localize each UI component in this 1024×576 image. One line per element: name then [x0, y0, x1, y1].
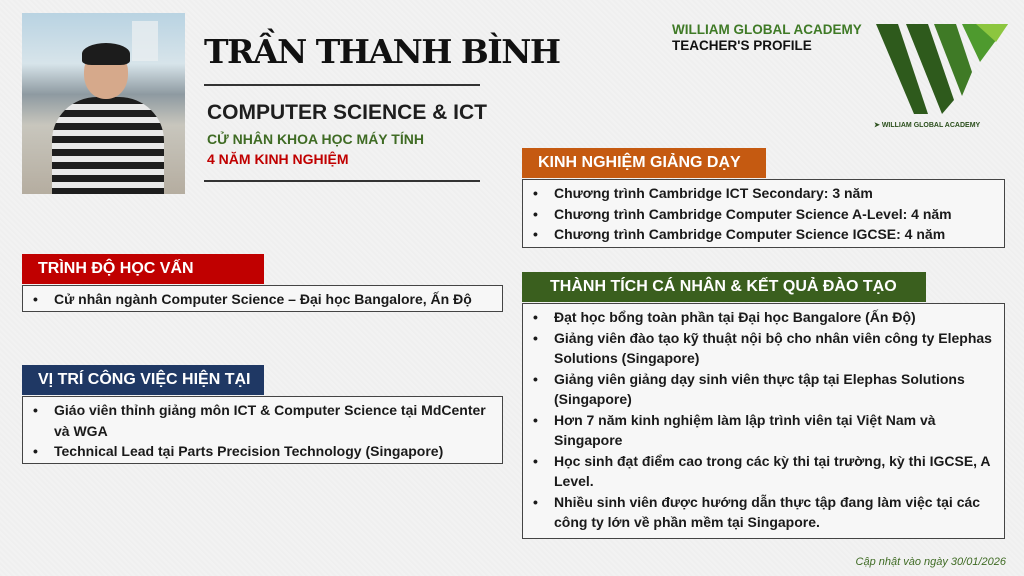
list-item: • Chương trình Cambridge Computer Science IGCSE: 4 năm — [531, 224, 994, 245]
education-header: TRÌNH ĐỘ HỌC VẤN — [22, 254, 264, 284]
current-position-list — [31, 400, 492, 462]
current-position-box — [22, 396, 503, 464]
teaching-experience-box — [522, 179, 1005, 248]
list-item: • Học sinh đạt điểm cao trong các kỳ thi tại trường, kỳ thi IGCSE, A Level. — [531, 451, 994, 492]
education-list — [31, 289, 492, 310]
list-item: • Cử nhân ngành Computer Science – Đại học Bangalore, Ấn Độ — [31, 289, 492, 310]
achievements-list — [531, 307, 994, 533]
divider-top — [204, 84, 480, 86]
logo-caption: ➤ WILLIAM GLOBAL ACADEMY — [874, 122, 981, 129]
list-item: • Hơn 7 năm kinh nghiệm làm lập trình viên tại Việt Nam và Singapore — [531, 410, 994, 451]
profile-label: TEACHER'S PROFILE — [672, 38, 812, 53]
photo-shirt — [52, 97, 164, 194]
education-box — [22, 285, 503, 312]
list-item: • Giảng viên giảng dạy sinh viên thực tập tại Elephas Solutions (Singapore) — [531, 369, 994, 410]
teaching-experience-list — [531, 183, 994, 245]
academy-name: WILLIAM GLOBAL ACADEMY — [672, 22, 862, 37]
achievements-box — [522, 303, 1005, 539]
updated-date: Cập nhật vào ngày 30/01/2026 — [855, 556, 1006, 568]
list-item: • Giáo viên thỉnh giảng môn ICT & Computer Science tại MdCenter và WGA — [31, 400, 492, 441]
list-item: • Giảng viên đào tạo kỹ thuật nội bộ cho nhân viên công ty Elephas Solutions (Singapore) — [531, 328, 994, 369]
logo-caption-text: WILLIAM GLOBAL ACADEMY — [881, 122, 981, 129]
list-item: • Đạt học bổng toàn phần tại Đại học Bangalore (Ấn Độ) — [531, 307, 994, 328]
photo-background-structure — [132, 21, 158, 61]
list-item: • Chương trình Cambridge Computer Science A-Level: 4 năm — [531, 204, 994, 225]
current-position-header: VỊ TRÍ CÔNG VIỆC HIỆN TẠI — [22, 365, 264, 395]
list-item: • Chương trình Cambridge ICT Secondary: 3 năm — [531, 183, 994, 204]
list-item: • Technical Lead tại Parts Precision Technology (Singapore) — [31, 441, 492, 462]
teacher-photo — [22, 13, 185, 194]
teaching-experience-header: KINH NGHIỆM GIẢNG DẠY — [522, 148, 766, 178]
photo-hair — [82, 43, 130, 65]
teacher-subject: COMPUTER SCIENCE & ICT — [207, 101, 488, 124]
divider-bottom — [204, 180, 480, 182]
teacher-experience: 4 NĂM KINH NGHIỆM — [207, 151, 349, 167]
academy-logo-icon — [876, 22, 1008, 122]
list-item: • Nhiều sinh viên được hướng dẫn thực tập đang làm việc tại các công ty lớn về phần mềm tại Singapore. — [531, 492, 994, 533]
academy-header — [672, 22, 862, 54]
achievements-header: THÀNH TÍCH CÁ NHÂN & KẾT QUẢ ĐÀO TẠO — [522, 272, 926, 302]
teacher-name: TRẦN THANH BÌNH — [204, 32, 560, 71]
teacher-degree: CỬ NHÂN KHOA HỌC MÁY TÍNH — [207, 131, 424, 147]
